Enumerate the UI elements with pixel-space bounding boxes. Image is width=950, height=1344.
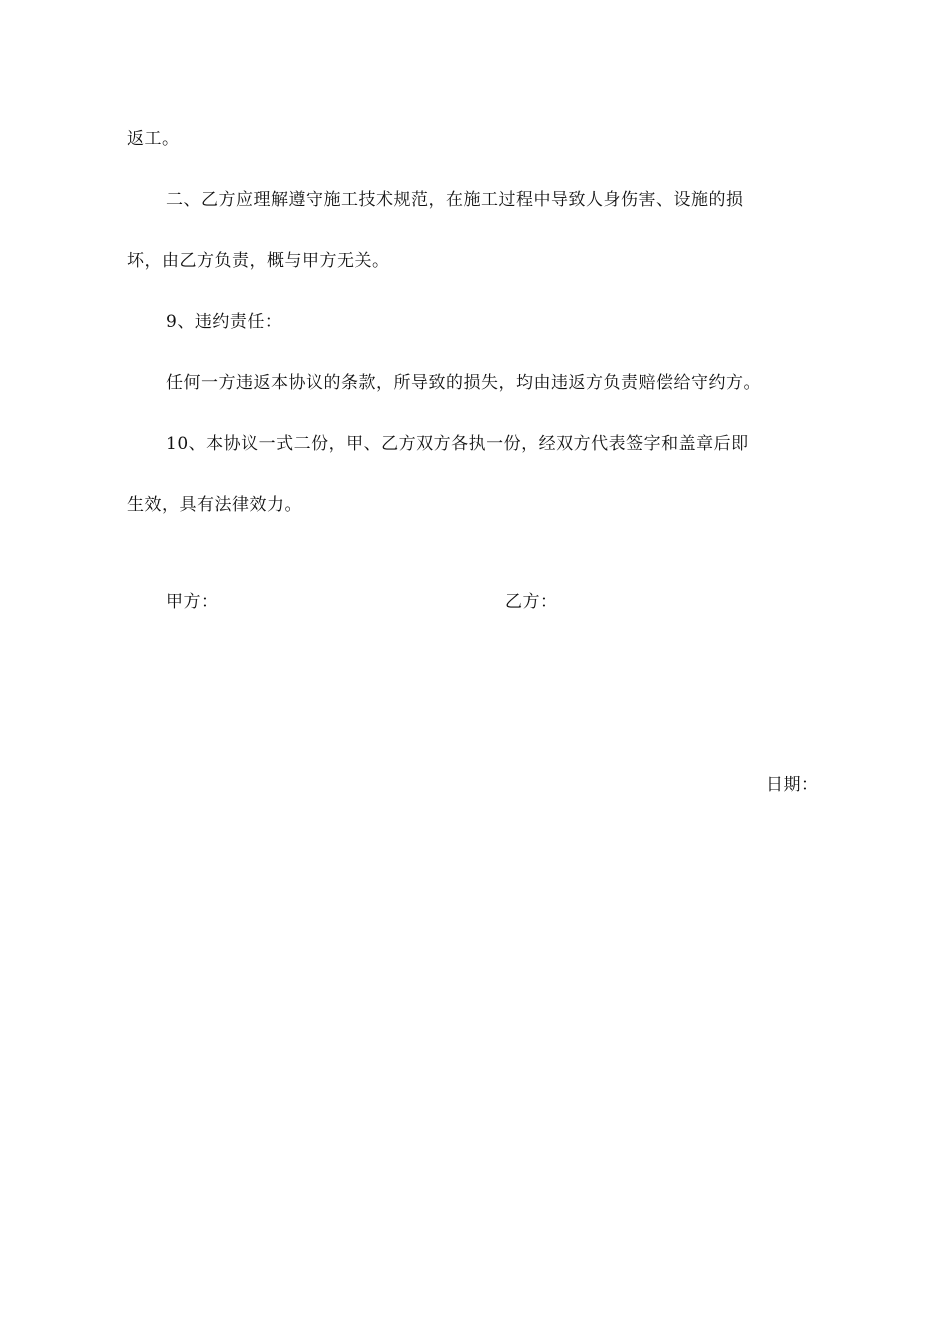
clause-2-line-1: 二、乙方应理解遵守施工技术规范，在施工过程中导致人身伤害、设施的损 [166,190,744,210]
paragraph-line-1: 返工。 [127,129,180,149]
section-9-heading: 9、违约责任： [166,312,283,332]
section-10-line-2: 生效，具有法律效力。 [127,495,302,515]
party-a-signature-label: 甲方： [166,592,219,612]
date-label: 日期： [766,775,819,795]
party-b-signature-label: 乙方： [505,592,558,612]
clause-2-line-2: 坏，由乙方负责，概与甲方无关。 [127,251,390,271]
section-9-body: 任何一方违返本协议的条款，所导致的损失，均由违返方负责赔偿给守约方。 [166,373,761,393]
section-10-line-1: 10、本协议一式二份，甲、乙方双方各执一份，经双方代表签字和盖章后即 [166,434,749,454]
